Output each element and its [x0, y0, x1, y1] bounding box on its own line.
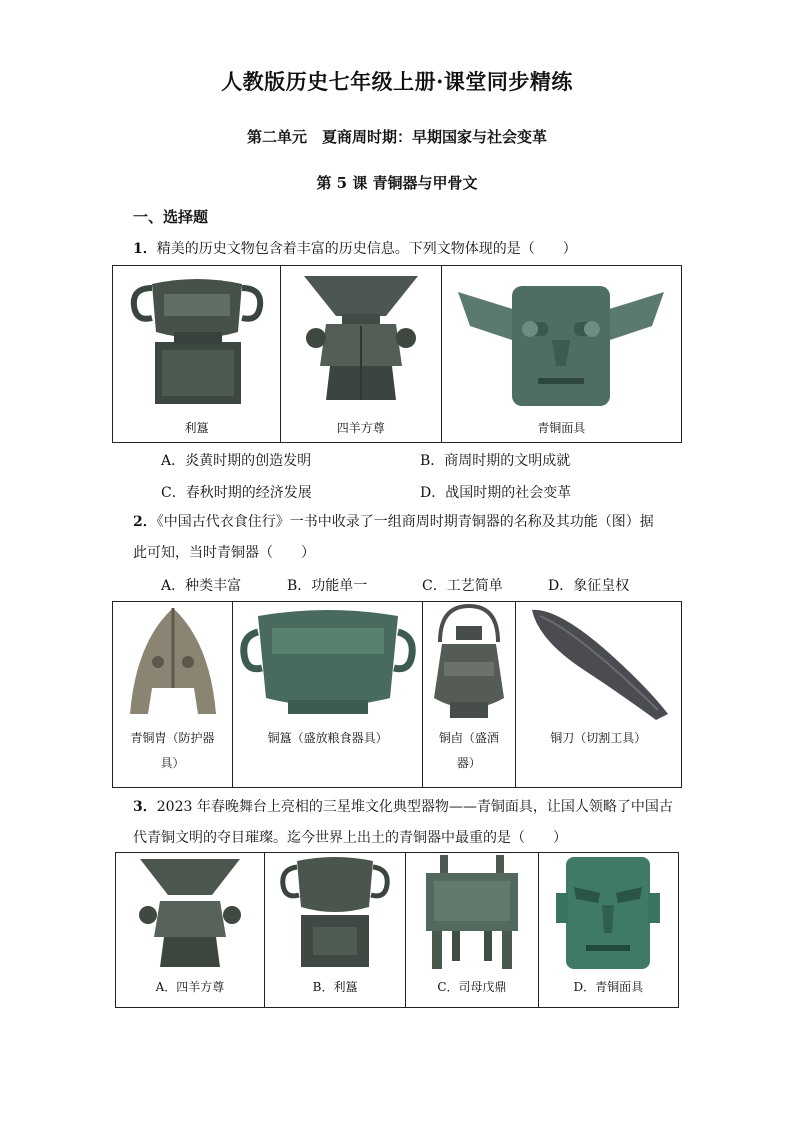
question-1-figure-table — [112, 265, 682, 443]
question-2-number: 2． — [133, 514, 157, 530]
question-2-figure-table — [112, 601, 682, 788]
ligui-image — [275, 853, 395, 973]
bronze-gui-image — [238, 602, 418, 724]
question-1-number: 1． — [133, 241, 157, 257]
question-2 — [133, 507, 673, 569]
bronze-knife-image — [518, 602, 678, 724]
figure-bronze-gui-caption: 铜簋（盛放粮食器具） — [267, 731, 388, 745]
figure-bronze-you-caption-1: 铜卣（盛酒 — [438, 731, 499, 745]
bronze-helmet-image — [118, 602, 228, 724]
figure-ligui-caption: 利簋 — [184, 421, 209, 435]
question-1-text: 精美的历史文物包含着丰富的历史信息。下列文物体现的是（ ） — [156, 241, 577, 257]
question-2-line-1: 《中国古代衣食住行》一书中收录了一组商周时期青铜器的名称及其功能（图）据 — [156, 514, 654, 530]
figure-bronze-helmet — [113, 602, 233, 788]
q2-option-c[interactable]: C．工艺简单 — [422, 578, 503, 594]
question-3-line-2: 代青铜文明的夺目璀璨。迄今世界上出土的青铜器中最重的是（ ） — [133, 830, 567, 846]
q1-option-d[interactable]: D．战国时期的社会变革 — [420, 485, 572, 501]
figure-ligui — [113, 266, 281, 443]
unit-heading: 第二单元 夏商周时期：早期国家与社会变革 — [246, 128, 547, 146]
q1-option-c[interactable]: C．春秋时期的经济发展 — [161, 485, 312, 501]
figure-bronze-gui — [233, 602, 423, 788]
siyangfangzun-image — [130, 853, 250, 973]
question-1 — [133, 234, 577, 265]
figure-bronze-knife-caption: 铜刀（切割工具） — [550, 731, 647, 745]
figure-bronze-helmet-caption-2: 具） — [160, 756, 185, 770]
figure-siyangfangzun-caption: 四羊方尊 — [336, 421, 385, 435]
lesson-heading: 第 5 课 青铜器与甲骨文 — [316, 174, 478, 192]
q3-choice-a-caption: A．四羊方尊 — [155, 980, 225, 994]
question-3-figure-table — [115, 852, 679, 1008]
q3-choice-d-caption: D．青铜面具 — [573, 980, 644, 994]
q3-choice-b-figure[interactable] — [264, 853, 405, 1008]
figure-siyangfangzun — [281, 266, 441, 443]
q3-choice-d-figure[interactable] — [538, 853, 678, 1008]
bronze-you-image — [426, 602, 512, 724]
q2-option-a[interactable]: A．种类丰富 — [161, 578, 242, 594]
question-3-number: 3． — [133, 799, 157, 815]
bronze-mask-image — [548, 853, 668, 973]
q3-choice-c-figure[interactable] — [406, 853, 539, 1008]
figure-bronze-knife — [515, 602, 681, 788]
question-3-line-1: 2023 年春晚舞台上亮相的三星堆文化典型器物——青铜面具，让国人领略了中国古 — [156, 799, 673, 815]
figure-bronze-helmet-caption-1: 青铜胄（防护器 — [130, 731, 215, 745]
q2-option-d[interactable]: D．象征皇权 — [548, 578, 630, 594]
q3-choice-a-figure[interactable] — [116, 853, 265, 1008]
page-title: 人教版历史七年级上册·课堂同步精练 — [221, 69, 573, 94]
q2-option-b[interactable]: B．功能单一 — [287, 578, 368, 594]
question-3 — [133, 792, 678, 854]
q3-choice-b-caption: B．利簋 — [312, 980, 358, 994]
section-heading: 一、选择题 — [133, 208, 209, 226]
bronze-mask-image — [446, 266, 676, 412]
question-2-line-2: 此可知，当时青铜器（ ） — [133, 545, 315, 561]
q3-choice-c-caption: C．司母戊鼎 — [437, 980, 507, 994]
q1-option-b[interactable]: B．商周时期的文明成就 — [420, 453, 571, 469]
figure-bronze-you-caption-2: 器） — [456, 756, 481, 770]
siyangfangzun-image — [286, 266, 436, 412]
ligui-image — [122, 266, 272, 412]
figure-bronze-mask-1-caption: 青铜面具 — [537, 421, 586, 435]
figure-bronze-you — [423, 602, 515, 788]
figure-bronze-mask-1 — [441, 266, 681, 443]
q1-option-a[interactable]: A．炎黄时期的创造发明 — [161, 453, 312, 469]
simuwuding-image — [412, 853, 532, 973]
